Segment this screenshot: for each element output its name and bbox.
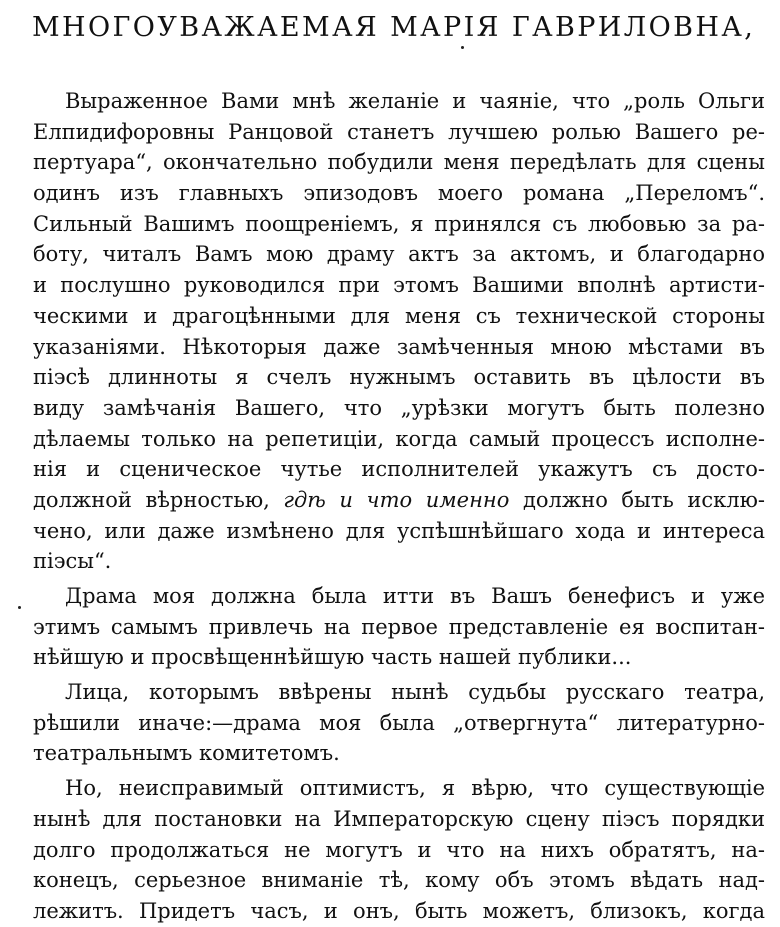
text-line-with-italic <box>33 485 765 516</box>
text-line: чено, или даже измѣнено для успѣшнѣйшаго хода и интереса <box>33 518 765 543</box>
text-line: этимъ самымъ привлечь на первое представленіе ея воспитан- <box>33 614 765 639</box>
italic-emphasis: гдѣ и что именно <box>283 487 510 512</box>
letter-body <box>33 86 765 927</box>
text-line: указаніями. Нѣкоторыя даже замѣченныя мною мѣстами въ <box>33 334 765 359</box>
text-line: Драма моя должна была итти въ Вашъ бенефисъ и уже <box>65 584 765 608</box>
text-line: дѣлаемы только на репетиціи, когда самый процессъ исполне- <box>33 426 765 451</box>
paragraph-3 <box>33 677 765 769</box>
text-line: Но, неисправимый оптимистъ, я вѣрю, что существующіе <box>65 776 765 801</box>
text-line: пертуара“, окончательно побудили меня передѣлать для сцены <box>33 150 765 175</box>
text-line: Выраженное Вами мнѣ желаніе и чаяніе, что „роль Ольги <box>65 89 765 113</box>
text-line: нѣйшую и просвѣщеннѣйшую часть нашей публики... <box>33 645 632 670</box>
text-line: долго продолжаться не могутъ и что на нихъ обратятъ, на- <box>33 837 765 862</box>
text-line: конецъ, серьезное вниманіе тѣ, кому объ этомъ вѣдать над- <box>33 868 765 893</box>
text-line: одинъ изъ главныхъ эпизодовъ моего романа „Переломъ“. <box>33 181 765 206</box>
text-line: театральнымъ комитетомъ. <box>33 741 340 766</box>
text-line: піэсѣ длинноты я счелъ нужнымъ оставить въ цѣлости въ <box>33 365 765 390</box>
text-line: ческими и драгоцѣнными для меня съ технической стороны <box>33 303 765 328</box>
salutation-heading: МНОГОУВАЖАЕМАЯ МАРІЯ ГАВРИЛОВНА, <box>32 12 756 43</box>
text-line: Сильный Вашимъ поощреніемъ, я принялся съ любовью за ра- <box>33 211 765 236</box>
text-line: Лица, которымъ ввѣрены нынѣ судьбы русскаго театра, <box>65 680 765 705</box>
print-speck <box>18 606 21 609</box>
text-line: піэсы“. <box>33 549 112 574</box>
text-line: Елпидифоровны Ранцовой станетъ лучшею ролью Вашего ре- <box>33 119 765 144</box>
paragraph-2 <box>33 581 765 673</box>
text-line: боту, читалъ Вамъ мою драму актъ за актомъ, и благодарно <box>33 242 765 267</box>
text-line: рѣшили иначе:—драма моя была „отвергнута“ литературно- <box>33 710 765 735</box>
text-line: нынѣ для постановки на Императорскую сцену піэсъ порядки <box>33 806 765 831</box>
text-line: лежитъ. Придетъ часъ, и онъ, быть можетъ, близокъ, когда <box>33 898 765 923</box>
paragraph-1 <box>33 86 765 577</box>
print-speck <box>461 46 464 49</box>
text-segment: должно быть исклю- <box>509 487 766 512</box>
paragraph-4 <box>33 773 765 926</box>
text-line: нія и сценическое чутье исполнителей укажутъ съ досто- <box>33 457 765 482</box>
text-line: и послушно руководился при этомъ Вашими вполнѣ артисти- <box>33 273 765 298</box>
text-segment: должной вѣрностью, <box>33 487 284 512</box>
text-line: виду замѣчанія Вашего, что „урѣзки могутъ быть полезно <box>33 395 765 420</box>
